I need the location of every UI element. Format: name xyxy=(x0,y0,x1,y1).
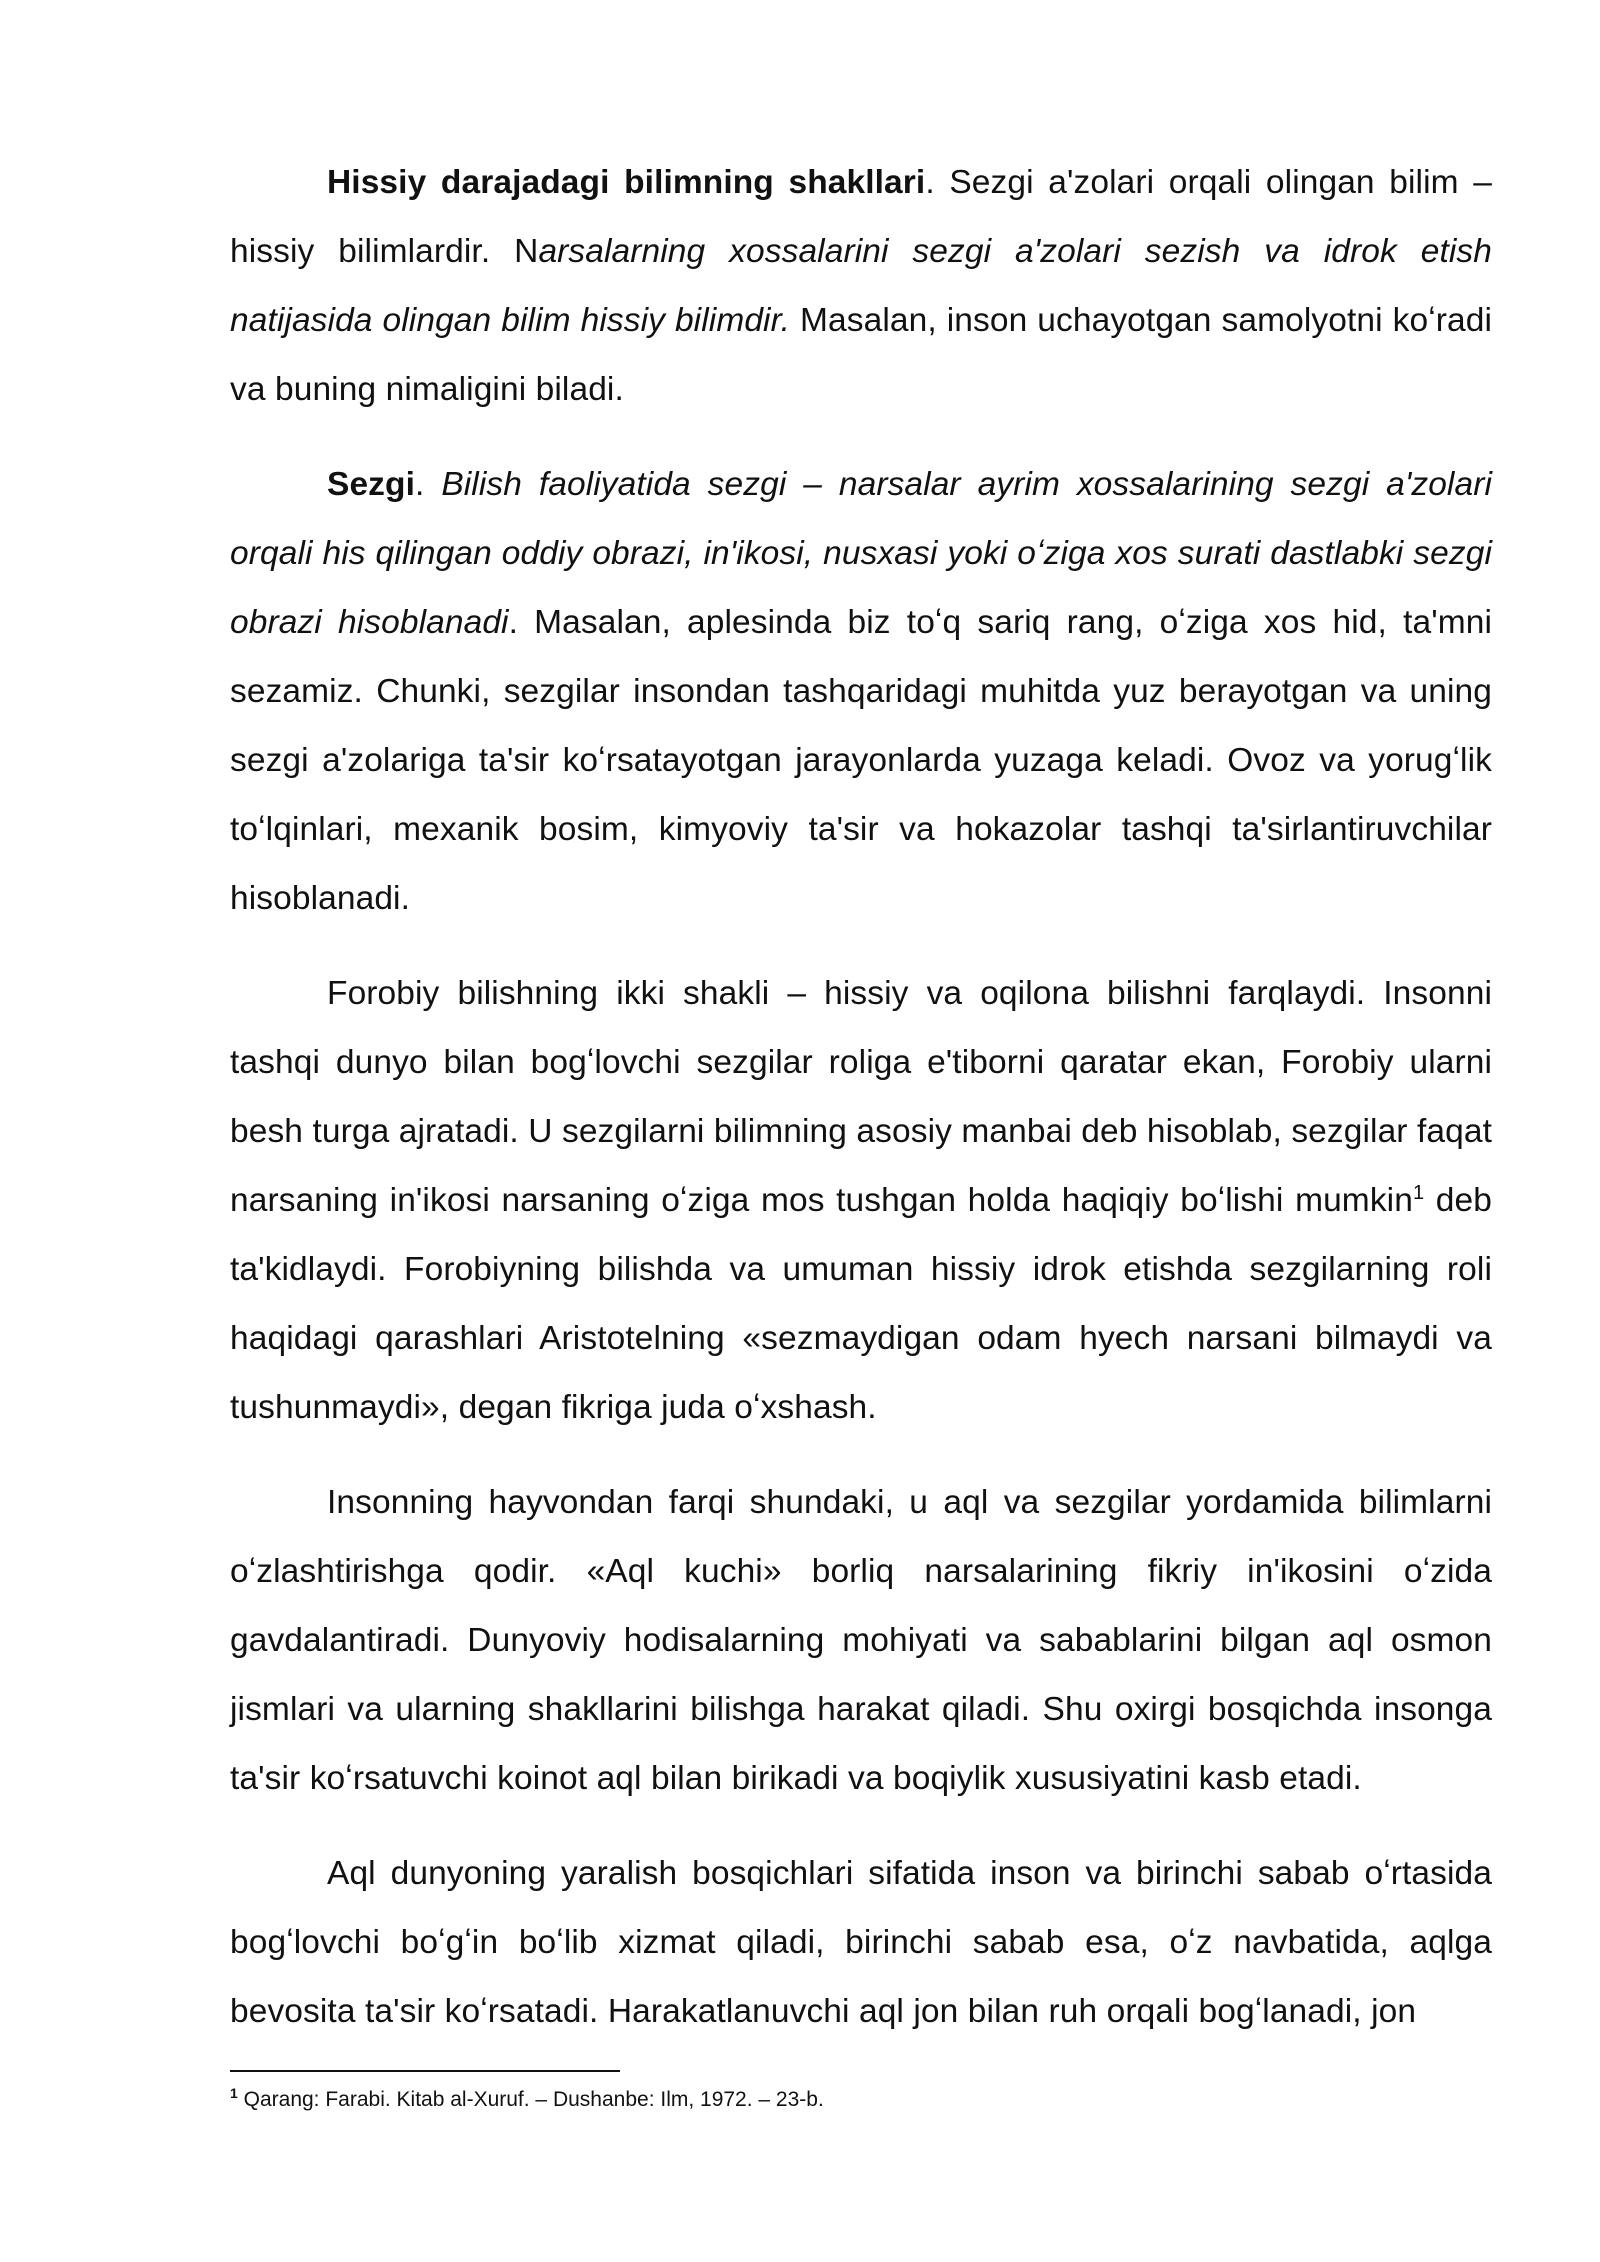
definition-italic: arsalarning xossalarini sezgi a'zolari sezish va idrok etish natijasida olingan bilim hissiy bilimdir. xyxy=(230,233,1492,339)
footnote-number: 1 xyxy=(230,2085,238,2101)
paragraph-heading: Hissiy darajadagi bilimning shakllari xyxy=(327,164,926,201)
paragraph-heading: Sezgi xyxy=(327,466,415,503)
paragraph-3: Forobiy bilishning ikki shakli – hissiy va oqilona bilishni farqlaydi. Insonni tashqi dunyo bilan bogʻlovchi sezgilar roliga e'tiborni qaratar ekan, Forobiy ularni besh turga ajratadi. U sezgilarni bilimning asosiy manbai deb hisoblab, sezgilar faqat narsaning in'ikosi narsaning oʻziga mos tushgan holda haqiqiy boʻlishi mumkin$^1$ deb ta'kidlaydi. Forobiyning bilishda va umuman hissiy idrok etishda sezgilarning roli haqidagi qarashlari Aristotelning «sezmaydigan odam hyech narsani bilmaydi va tushunmaydi», degan fikriga juda oʻxshash. xyxy=(230,975,1492,1426)
paragraph-1: Hissiy darajadagi bilimning shakllari. Sezgi a'zolari orqali olingan bilim – hissiy bilimlardir. Narsalarning xossalarini sezgi a'zolari sezish va idrok etish natijasida olingan bilim hissiy bilimdir. Masalan, inson uchayotgan samolyotni koʻradi va buning nimaligini biladi. xyxy=(230,164,1492,408)
paragraph-4: Insonning hayvondan farqi shundaki, u aql va sezgilar yordamida bilimlarni oʻzlashtirishga qodir. «Aql kuchi» borliq narsalarining fikriy in'ikosini oʻzida gavdalantiradi. Dunyoviy hodisalarning mohiyati va sabablarini bilgan aql osmon jismlari va ularning shakllarini bilishga harakat qiladi. Shu oxirgi bosqichda insonga ta'sir koʻrsatuvchi koinot aql bilan birikadi va boqiylik xususiyatini kasb etadi. xyxy=(230,1484,1492,1797)
footnote-text: Qarang: Farabi. Kitab al-Xuruf. – Dushanbe: Ilm, 1972. – 23-b. xyxy=(237,2088,824,2111)
paragraph-2: Sezgi. Bilish faoliyatida sezgi – narsalar ayrim xossalarining sezgi a'zolari orqali his qilingan oddiy obrazi, in'ikosi, nusxasi yoki oʻziga xos surati dastlabki sezgi obrazi hisoblanadi. Masalan, aplesinda biz toʻq sariq rang, oʻziga xos hid, ta'mni sezamiz. Chunki, sezgilar insondan tashqaridagi muhitda yuz berayotgan va uning sezgi a'zolariga ta'sir koʻrsatayotgan jarayonlarda yuzaga keladi. Ovoz va yorugʻlik toʻlqinlari, mexanik bosim, kimyoviy ta'sir va hokazolar tashqi ta'sirlantiruvchilar hisoblanadi. xyxy=(230,466,1492,917)
footnote-reference[interactable]: 1 xyxy=(1412,1181,1425,1204)
definition-italic: Bilish faoliyatida sezgi – narsalar ayrim xossalarining sezgi a'zolari orqali his qilingan oddiy obrazi, in'ikosi, nusxasi yoki oʻziga xos surati dastlabki sezgi obrazi hisoblanadi xyxy=(230,466,1492,641)
footnote xyxy=(230,2080,1492,2120)
body-text xyxy=(230,148,1492,2072)
paragraph-5: Aql dunyoning yaralish bosqichlari sifatida inson va birinchi sabab oʻrtasida bogʻlovchi boʻgʻin boʻlib xizmat qiladi, birinchi sabab esa, oʻz navbatida, aqlga bevosita ta'sir koʻrsatadi. Harakatlanuvchi aql jon bilan ruh orqali bogʻlanadi, jon xyxy=(230,1855,1492,2030)
footnote-separator xyxy=(230,2070,620,2072)
